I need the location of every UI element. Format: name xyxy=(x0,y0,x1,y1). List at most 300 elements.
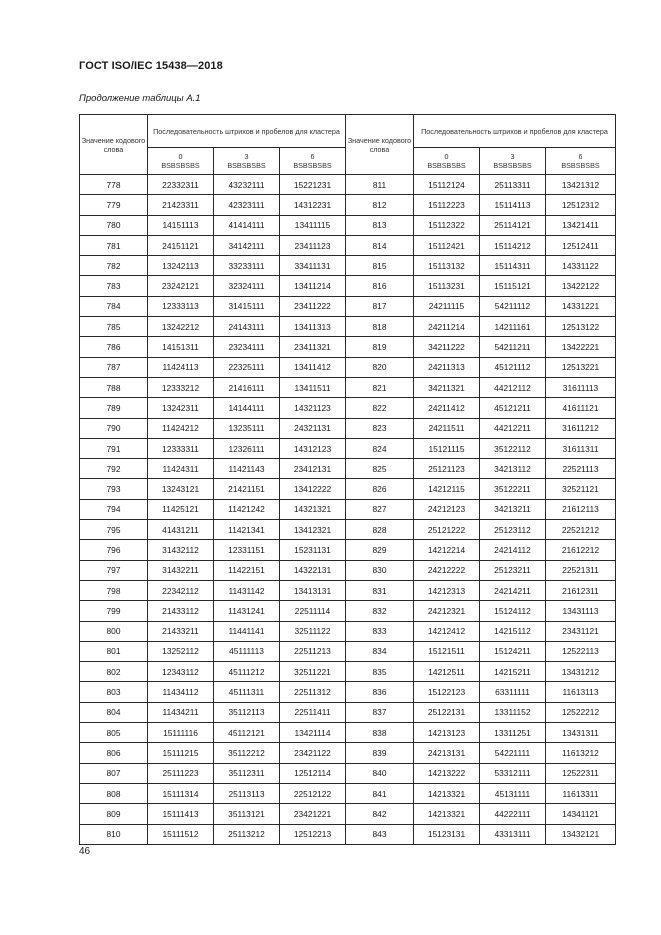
pattern-cell: 24212123 xyxy=(414,499,480,519)
codeword-value-cell: 802 xyxy=(80,662,148,682)
pattern-cell: 15114311 xyxy=(480,256,546,276)
pattern-cell: 31415111 xyxy=(214,296,280,316)
pattern-cell: 32511221 xyxy=(280,662,346,682)
pattern-cell: 12522212 xyxy=(546,702,616,722)
codeword-value-cell: 841 xyxy=(346,783,414,803)
pattern-cell: 15111413 xyxy=(148,804,214,824)
pattern-cell: 35112212 xyxy=(214,743,280,763)
pattern-cell: 23421122 xyxy=(280,743,346,763)
pattern-cell: 41611121 xyxy=(546,398,616,418)
pattern-cell: 13412222 xyxy=(280,479,346,499)
pattern-cell: 33411131 xyxy=(280,256,346,276)
cluster-0-header: 0 BSBSBSBS xyxy=(148,148,214,175)
codeword-value-cell: 780 xyxy=(80,215,148,235)
pattern-cell: 14312231 xyxy=(280,195,346,215)
pattern-cell: 21612311 xyxy=(546,580,616,600)
pattern-cell: 25113311 xyxy=(480,175,546,195)
table-row xyxy=(80,296,616,316)
pattern-cell: 24212222 xyxy=(414,560,480,580)
table-row xyxy=(80,763,616,783)
pattern-cell: 14151311 xyxy=(148,337,214,357)
pattern-cell: 15111215 xyxy=(148,743,214,763)
pattern-cell: 22511114 xyxy=(280,601,346,621)
table-row xyxy=(80,824,616,844)
pattern-cell: 11441141 xyxy=(214,621,280,641)
table-row xyxy=(80,276,616,296)
pattern-cell: 13412321 xyxy=(280,520,346,540)
codeword-value-cell: 782 xyxy=(80,256,148,276)
codeword-value-cell: 807 xyxy=(80,763,148,783)
pattern-cell: 45121112 xyxy=(480,357,546,377)
codeword-value-cell: 801 xyxy=(80,641,148,661)
pattern-cell: 23411123 xyxy=(280,235,346,255)
pattern-cell: 32324111 xyxy=(214,276,280,296)
pattern-cell: 25113113 xyxy=(214,783,280,803)
pattern-cell: 11425121 xyxy=(148,499,214,519)
pattern-cell: 14213321 xyxy=(414,804,480,824)
table-row xyxy=(80,641,616,661)
table-row xyxy=(80,256,616,276)
codeword-value-cell: 784 xyxy=(80,296,148,316)
pattern-cell: 11431142 xyxy=(214,580,280,600)
pattern-cell: 44212211 xyxy=(480,418,546,438)
pattern-cell: 24211313 xyxy=(414,357,480,377)
table-row xyxy=(80,783,616,803)
pattern-cell: 32521121 xyxy=(546,479,616,499)
codeword-value-cell: 789 xyxy=(80,398,148,418)
pattern-cell: 14211161 xyxy=(480,317,546,337)
pattern-cell: 25121222 xyxy=(414,520,480,540)
pattern-cell: 11424212 xyxy=(148,418,214,438)
codeword-value-cell: 819 xyxy=(346,337,414,357)
codeword-value-cell: 836 xyxy=(346,682,414,702)
pattern-cell: 23421221 xyxy=(280,804,346,824)
codeword-value-cell: 821 xyxy=(346,377,414,397)
pattern-cell: 44212112 xyxy=(480,377,546,397)
table-row xyxy=(80,418,616,438)
codeword-value-cell: 838 xyxy=(346,723,414,743)
table-row xyxy=(80,520,616,540)
pattern-cell: 21433211 xyxy=(148,621,214,641)
codeword-value-cell: 794 xyxy=(80,499,148,519)
codeword-value-cell: 832 xyxy=(346,601,414,621)
pattern-cell: 35112311 xyxy=(214,763,280,783)
bar-space-sequence-header: Последовательность штрихов и пробелов для кластера xyxy=(148,115,346,148)
pattern-cell: 14322131 xyxy=(280,560,346,580)
pattern-cell: 15113231 xyxy=(414,276,480,296)
pattern-cell: 14212313 xyxy=(414,580,480,600)
pattern-cell: 22521113 xyxy=(546,459,616,479)
pattern-cell: 31611311 xyxy=(546,438,616,458)
codeword-value-cell: 792 xyxy=(80,459,148,479)
codeword-value-cell: 791 xyxy=(80,438,148,458)
codeword-value-cell: 842 xyxy=(346,804,414,824)
codeword-value-cell: 788 xyxy=(80,377,148,397)
pattern-cell: 13411115 xyxy=(280,215,346,235)
pattern-cell: 24143111 xyxy=(214,317,280,337)
pattern-cell: 15123131 xyxy=(414,824,480,844)
pattern-cell: 13421114 xyxy=(280,723,346,743)
pattern-cell: 13235111 xyxy=(214,418,280,438)
pattern-cell: 15121511 xyxy=(414,641,480,661)
codeword-value-cell: 785 xyxy=(80,317,148,337)
document-title: ГОСТ ISO/IEC 15438—2018 xyxy=(79,60,223,72)
codeword-value-cell: 811 xyxy=(346,175,414,195)
pattern-cell: 15121115 xyxy=(414,438,480,458)
codeword-value-cell: 781 xyxy=(80,235,148,255)
pattern-cell: 11431241 xyxy=(214,601,280,621)
pattern-cell: 12512411 xyxy=(546,235,616,255)
pattern-cell: 11434112 xyxy=(148,682,214,702)
codeword-value-header: Значение кодового слова xyxy=(80,115,148,175)
codeword-value-cell: 793 xyxy=(80,479,148,499)
codeword-value-cell: 804 xyxy=(80,702,148,722)
pattern-cell: 15231131 xyxy=(280,540,346,560)
header-row-1 xyxy=(80,115,616,148)
table-row xyxy=(80,438,616,458)
pattern-cell: 24214112 xyxy=(480,540,546,560)
codeword-value-cell: 839 xyxy=(346,743,414,763)
cluster-3-header: 3 BSBSBSBS xyxy=(214,148,280,175)
pattern-cell: 14212412 xyxy=(414,621,480,641)
pattern-cell: 14212214 xyxy=(414,540,480,560)
codeword-value-cell: 826 xyxy=(346,479,414,499)
pattern-cell: 21423311 xyxy=(148,195,214,215)
pattern-cell: 45121211 xyxy=(480,398,546,418)
pattern-cell: 31611212 xyxy=(546,418,616,438)
pattern-cell: 31432112 xyxy=(148,540,214,560)
pattern-cell: 12522113 xyxy=(546,641,616,661)
pattern-cell: 13411511 xyxy=(280,377,346,397)
pattern-cell: 12513122 xyxy=(546,317,616,337)
codeword-value-cell: 809 xyxy=(80,804,148,824)
codeword-value-cell: 813 xyxy=(346,215,414,235)
pattern-cell: 23411321 xyxy=(280,337,346,357)
pattern-cell: 12333113 xyxy=(148,296,214,316)
codeword-value-cell: 823 xyxy=(346,418,414,438)
codeword-value-cell: 810 xyxy=(80,824,148,844)
pattern-cell: 13242311 xyxy=(148,398,214,418)
codeword-value-cell: 827 xyxy=(346,499,414,519)
table-row xyxy=(80,337,616,357)
table-row xyxy=(80,682,616,702)
pattern-cell: 15112421 xyxy=(414,235,480,255)
pattern-cell: 21612113 xyxy=(546,499,616,519)
pattern-cell: 13422122 xyxy=(546,276,616,296)
pattern-cell: 13432121 xyxy=(546,824,616,844)
pattern-cell: 25114121 xyxy=(480,215,546,235)
pattern-cell: 45112121 xyxy=(214,723,280,743)
pattern-cell: 11422151 xyxy=(214,560,280,580)
pattern-cell: 45111212 xyxy=(214,662,280,682)
pattern-cell: 22511213 xyxy=(280,641,346,661)
cluster-6-header: 6 BSBSBSBS xyxy=(546,148,616,175)
table-row xyxy=(80,621,616,641)
pattern-cell: 13243121 xyxy=(148,479,214,499)
codeword-value-cell: 817 xyxy=(346,296,414,316)
pattern-cell: 25111223 xyxy=(148,763,214,783)
pattern-cell: 53312111 xyxy=(480,763,546,783)
pattern-cell: 12331151 xyxy=(214,540,280,560)
pattern-cell: 13411313 xyxy=(280,317,346,337)
pattern-cell: 13252112 xyxy=(148,641,214,661)
pattern-cell: 13421312 xyxy=(546,175,616,195)
pattern-cell: 15124211 xyxy=(480,641,546,661)
pattern-cell: 13242113 xyxy=(148,256,214,276)
pattern-cell: 13421411 xyxy=(546,215,616,235)
pattern-cell: 14215112 xyxy=(480,621,546,641)
table-row xyxy=(80,580,616,600)
table-row xyxy=(80,804,616,824)
table-row xyxy=(80,743,616,763)
pattern-cell: 15114212 xyxy=(480,235,546,255)
pattern-cell: 11421341 xyxy=(214,520,280,540)
pattern-cell: 21612212 xyxy=(546,540,616,560)
codeword-value-cell: 830 xyxy=(346,560,414,580)
pattern-cell: 24214211 xyxy=(480,580,546,600)
pattern-cell: 12343112 xyxy=(148,662,214,682)
pattern-cell: 54211211 xyxy=(480,337,546,357)
codeword-value-cell: 815 xyxy=(346,256,414,276)
pattern-cell: 15124112 xyxy=(480,601,546,621)
pattern-cell: 22342112 xyxy=(148,580,214,600)
pattern-cell: 14341121 xyxy=(546,804,616,824)
pattern-cell: 24151121 xyxy=(148,235,214,255)
pattern-cell: 13411412 xyxy=(280,357,346,377)
pattern-cell: 14151113 xyxy=(148,215,214,235)
pattern-cell: 14212511 xyxy=(414,662,480,682)
codeword-value-cell: 829 xyxy=(346,540,414,560)
pattern-cell: 13411214 xyxy=(280,276,346,296)
pattern-cell: 15115121 xyxy=(480,276,546,296)
pattern-cell: 12326111 xyxy=(214,438,280,458)
pattern-cell: 11434211 xyxy=(148,702,214,722)
pattern-cell: 63311111 xyxy=(480,682,546,702)
cluster-0-header: 0 BSBSBSBS xyxy=(414,148,480,175)
codeword-value-cell: 833 xyxy=(346,621,414,641)
pattern-cell: 21433112 xyxy=(148,601,214,621)
pattern-cell: 13431113 xyxy=(546,601,616,621)
codeword-value-cell: 799 xyxy=(80,601,148,621)
pattern-cell: 11613311 xyxy=(546,783,616,803)
pattern-cell: 24212321 xyxy=(414,601,480,621)
pattern-cell: 24211214 xyxy=(414,317,480,337)
table-row xyxy=(80,377,616,397)
pattern-cell: 34211222 xyxy=(414,337,480,357)
pattern-cell: 35113121 xyxy=(214,804,280,824)
codeword-value-cell: 834 xyxy=(346,641,414,661)
pattern-cell: 14213222 xyxy=(414,763,480,783)
pattern-cell: 43313111 xyxy=(480,824,546,844)
pattern-cell: 15221231 xyxy=(280,175,346,195)
codeword-value-cell: 778 xyxy=(80,175,148,195)
pattern-cell: 35112113 xyxy=(214,702,280,722)
codeword-value-cell: 831 xyxy=(346,580,414,600)
table-row xyxy=(80,215,616,235)
codeword-value-cell: 816 xyxy=(346,276,414,296)
pattern-cell: 45111113 xyxy=(214,641,280,661)
table-row xyxy=(80,235,616,255)
codeword-value-cell: 835 xyxy=(346,662,414,682)
table-row xyxy=(80,459,616,479)
pattern-cell: 15113132 xyxy=(414,256,480,276)
codeword-value-cell: 808 xyxy=(80,783,148,803)
pattern-cell: 25123112 xyxy=(480,520,546,540)
codeword-value-cell: 814 xyxy=(346,235,414,255)
pattern-cell: 35122112 xyxy=(480,438,546,458)
pattern-cell: 12513221 xyxy=(546,357,616,377)
pattern-cell: 31432211 xyxy=(148,560,214,580)
pattern-cell: 44222111 xyxy=(480,804,546,824)
table-row xyxy=(80,317,616,337)
pattern-cell: 11424311 xyxy=(148,459,214,479)
codeword-value-cell: 786 xyxy=(80,337,148,357)
pattern-cell: 45111311 xyxy=(214,682,280,702)
table-row xyxy=(80,560,616,580)
codeword-value-cell: 803 xyxy=(80,682,148,702)
pattern-cell: 14215211 xyxy=(480,662,546,682)
pattern-cell: 15112124 xyxy=(414,175,480,195)
table-row xyxy=(80,175,616,195)
pattern-cell: 25122131 xyxy=(414,702,480,722)
pattern-cell: 15111512 xyxy=(148,824,214,844)
pattern-cell: 14213321 xyxy=(414,783,480,803)
page-number: 46 xyxy=(79,846,91,857)
codeword-value-cell: 797 xyxy=(80,560,148,580)
pattern-cell: 14213123 xyxy=(414,723,480,743)
pattern-cell: 12512114 xyxy=(280,763,346,783)
pattern-cell: 34213211 xyxy=(480,499,546,519)
codeword-value-cell: 825 xyxy=(346,459,414,479)
codeword-value-cell: 812 xyxy=(346,195,414,215)
pattern-cell: 11421242 xyxy=(214,499,280,519)
table-row xyxy=(80,540,616,560)
pattern-cell: 54211112 xyxy=(480,296,546,316)
table-row xyxy=(80,702,616,722)
codeword-table xyxy=(79,114,616,845)
pattern-cell: 14331122 xyxy=(546,256,616,276)
pattern-cell: 11421143 xyxy=(214,459,280,479)
pattern-cell: 22512122 xyxy=(280,783,346,803)
pattern-cell: 41414111 xyxy=(214,215,280,235)
bar-space-sequence-header: Последовательность штрихов и пробелов для кластера xyxy=(414,115,616,148)
pattern-cell: 22325111 xyxy=(214,357,280,377)
pattern-cell: 34142111 xyxy=(214,235,280,255)
pattern-cell: 43232111 xyxy=(214,175,280,195)
pattern-cell: 15114113 xyxy=(480,195,546,215)
table-body xyxy=(80,175,616,845)
pattern-cell: 12333311 xyxy=(148,438,214,458)
codeword-value-cell: 824 xyxy=(346,438,414,458)
pattern-cell: 14321123 xyxy=(280,398,346,418)
pattern-cell: 22521212 xyxy=(546,520,616,540)
pattern-cell: 11613113 xyxy=(546,682,616,702)
pattern-cell: 13311152 xyxy=(480,702,546,722)
codeword-value-cell: 779 xyxy=(80,195,148,215)
pattern-cell: 35122211 xyxy=(480,479,546,499)
pattern-cell: 42323111 xyxy=(214,195,280,215)
codeword-value-cell: 837 xyxy=(346,702,414,722)
table-row xyxy=(80,479,616,499)
codeword-value-cell: 800 xyxy=(80,621,148,641)
pattern-cell: 24213131 xyxy=(414,743,480,763)
codeword-value-cell: 840 xyxy=(346,763,414,783)
codeword-value-cell: 796 xyxy=(80,540,148,560)
pattern-cell: 12512312 xyxy=(546,195,616,215)
codeword-value-cell: 805 xyxy=(80,723,148,743)
pattern-cell: 23242121 xyxy=(148,276,214,296)
pattern-cell: 13431212 xyxy=(546,662,616,682)
codeword-value-cell: 783 xyxy=(80,276,148,296)
pattern-cell: 15111116 xyxy=(148,723,214,743)
pattern-cell: 12512213 xyxy=(280,824,346,844)
codeword-value-cell: 843 xyxy=(346,824,414,844)
pattern-cell: 22521311 xyxy=(546,560,616,580)
pattern-cell: 15112322 xyxy=(414,215,480,235)
pattern-cell: 15112223 xyxy=(414,195,480,215)
pattern-cell: 15111314 xyxy=(148,783,214,803)
pattern-cell: 25113212 xyxy=(214,824,280,844)
pattern-cell: 13422221 xyxy=(546,337,616,357)
codeword-value-cell: 818 xyxy=(346,317,414,337)
codeword-value-cell: 806 xyxy=(80,743,148,763)
pattern-cell: 34211321 xyxy=(414,377,480,397)
pattern-cell: 15122123 xyxy=(414,682,480,702)
table-row xyxy=(80,398,616,418)
pattern-cell: 23412131 xyxy=(280,459,346,479)
codeword-value-cell: 798 xyxy=(80,580,148,600)
pattern-cell: 12522311 xyxy=(546,763,616,783)
codeword-value-cell: 787 xyxy=(80,357,148,377)
codeword-value-cell: 790 xyxy=(80,418,148,438)
pattern-cell: 13413131 xyxy=(280,580,346,600)
pattern-cell: 31611113 xyxy=(546,377,616,397)
codeword-value-cell: 822 xyxy=(346,398,414,418)
pattern-cell: 11613212 xyxy=(546,743,616,763)
table-row xyxy=(80,357,616,377)
pattern-cell: 14331221 xyxy=(546,296,616,316)
table-caption: Продолжение таблицы А.1 xyxy=(79,93,201,104)
pattern-cell: 12333212 xyxy=(148,377,214,397)
pattern-cell: 21421151 xyxy=(214,479,280,499)
pattern-cell: 23411222 xyxy=(280,296,346,316)
cluster-3-header: 3 BSBSBSBS xyxy=(480,148,546,175)
codeword-value-header: Значение кодового слова xyxy=(346,115,414,175)
codeword-value-cell: 820 xyxy=(346,357,414,377)
pattern-cell: 34213112 xyxy=(480,459,546,479)
table-row xyxy=(80,662,616,682)
table-row xyxy=(80,601,616,621)
pattern-cell: 32511122 xyxy=(280,621,346,641)
pattern-cell: 41431211 xyxy=(148,520,214,540)
pattern-cell: 54221111 xyxy=(480,743,546,763)
pattern-cell: 21416111 xyxy=(214,377,280,397)
pattern-cell: 13311251 xyxy=(480,723,546,743)
table-row xyxy=(80,499,616,519)
pattern-cell: 22511411 xyxy=(280,702,346,722)
pattern-cell: 22511312 xyxy=(280,682,346,702)
pattern-cell: 13431311 xyxy=(546,723,616,743)
pattern-cell: 14312123 xyxy=(280,438,346,458)
pattern-cell: 14212115 xyxy=(414,479,480,499)
pattern-cell: 11424113 xyxy=(148,357,214,377)
pattern-cell: 23234111 xyxy=(214,337,280,357)
codeword-value-cell: 828 xyxy=(346,520,414,540)
pattern-cell: 24211511 xyxy=(414,418,480,438)
pattern-cell: 24211115 xyxy=(414,296,480,316)
pattern-cell: 25121123 xyxy=(414,459,480,479)
pattern-cell: 24321131 xyxy=(280,418,346,438)
